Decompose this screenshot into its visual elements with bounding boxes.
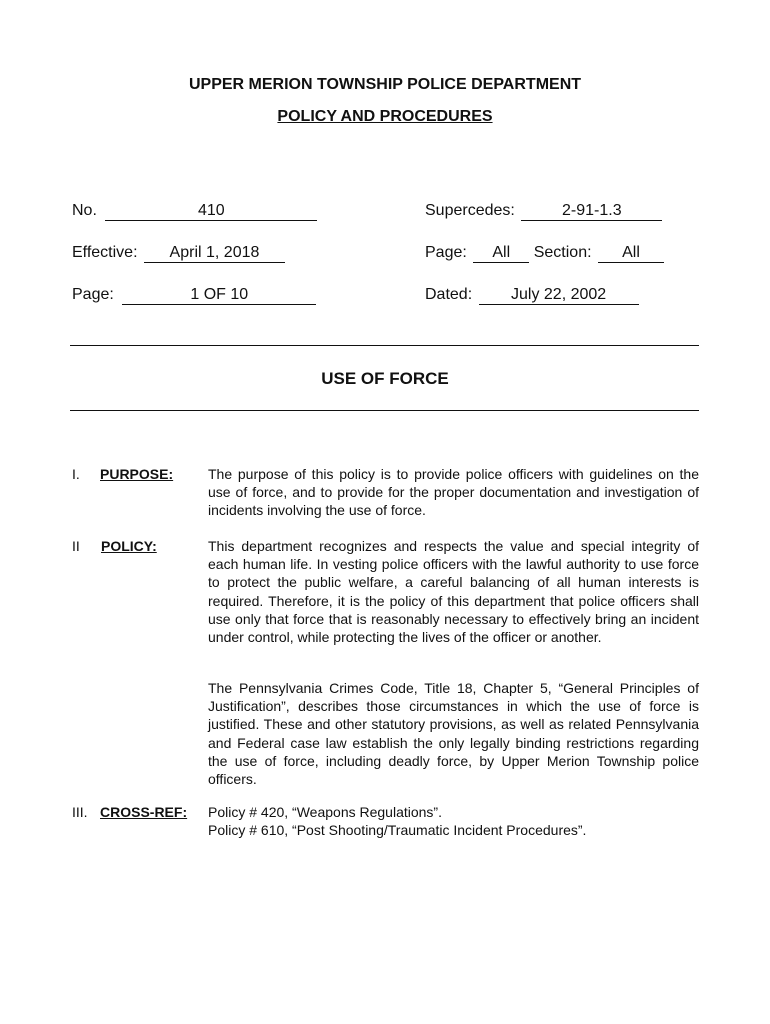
section-label: Section: [533,244,592,261]
purpose-section-number: I. [72,466,80,482]
title-top-rule [70,345,699,346]
supercedes-value: 2-91-1.3 [521,202,662,221]
policy-section-number: II [72,538,80,554]
effective-field [72,243,285,263]
policy-number-value: 410 [105,202,317,221]
policy-procedures-subtitle: POLICY AND PROCEDURES [277,108,493,125]
page-count-value: 1 OF 10 [122,286,316,305]
supercedes-field [425,201,662,221]
effective-label: Effective: [72,244,138,261]
page-section-field [425,243,664,263]
policy-section-label: POLICY: [101,538,157,554]
dated-value: July 22, 2002 [479,286,639,305]
crossref-line-2: Policy # 610, “Post Shooting/Traumatic Incident Procedures”. [208,822,587,838]
policy-paragraph-1: This department recognizes and respects the value and special integrity of each human life. In vesting police officers with the lawful authority to use force to protect the public welfare, a careful balancing of all human interests is required. Therefore, it is the policy of this department that police officers shall use only that force that is reasonably necessary to effectively bring an incident under control, while protecting the lives of the officer or another. [208,538,699,646]
supercedes-label: Supercedes: [425,202,515,219]
department-header: UPPER MERION TOWNSHIP POLICE DEPARTMENT [188,76,582,93]
section-value: All [598,244,664,263]
crossref-section-label: CROSS-REF: [100,804,188,820]
title-bottom-rule [70,410,699,411]
policy-number-label: No. [72,202,97,219]
effective-value: April 1, 2018 [144,244,285,263]
policy-number-field [72,201,317,221]
crossref-line-1: Policy # 420, “Weapons Regulations”. [208,804,442,820]
dated-field [425,285,639,305]
policy-paragraph-2: The Pennsylvania Crimes Code, Title 18, Chapter 5, “General Principles of Justification”, describes those circumstances in which the use of force is justified. These and other statutory provisions, as well as related Pennsylvania and Federal case law establish the only legally binding restrictions regarding the use of force, including deadly force, by Upper Merion Township police officers. [208,680,699,788]
purpose-section-label: PURPOSE: [100,466,174,482]
page-count-label: Page: [72,286,114,303]
dated-label: Dated: [425,286,473,303]
crossref-section-number: III. [72,804,88,820]
policy-title: USE OF FORCE [321,369,449,388]
purpose-text: The purpose of this policy is to provide police officers with guidelines on the use of force, and to provide for the proper documentation and investigation of incidents involving the use of force. [208,466,699,519]
page-value: All [473,244,529,263]
page-label: Page: [425,244,467,261]
page-count-field [72,285,316,305]
